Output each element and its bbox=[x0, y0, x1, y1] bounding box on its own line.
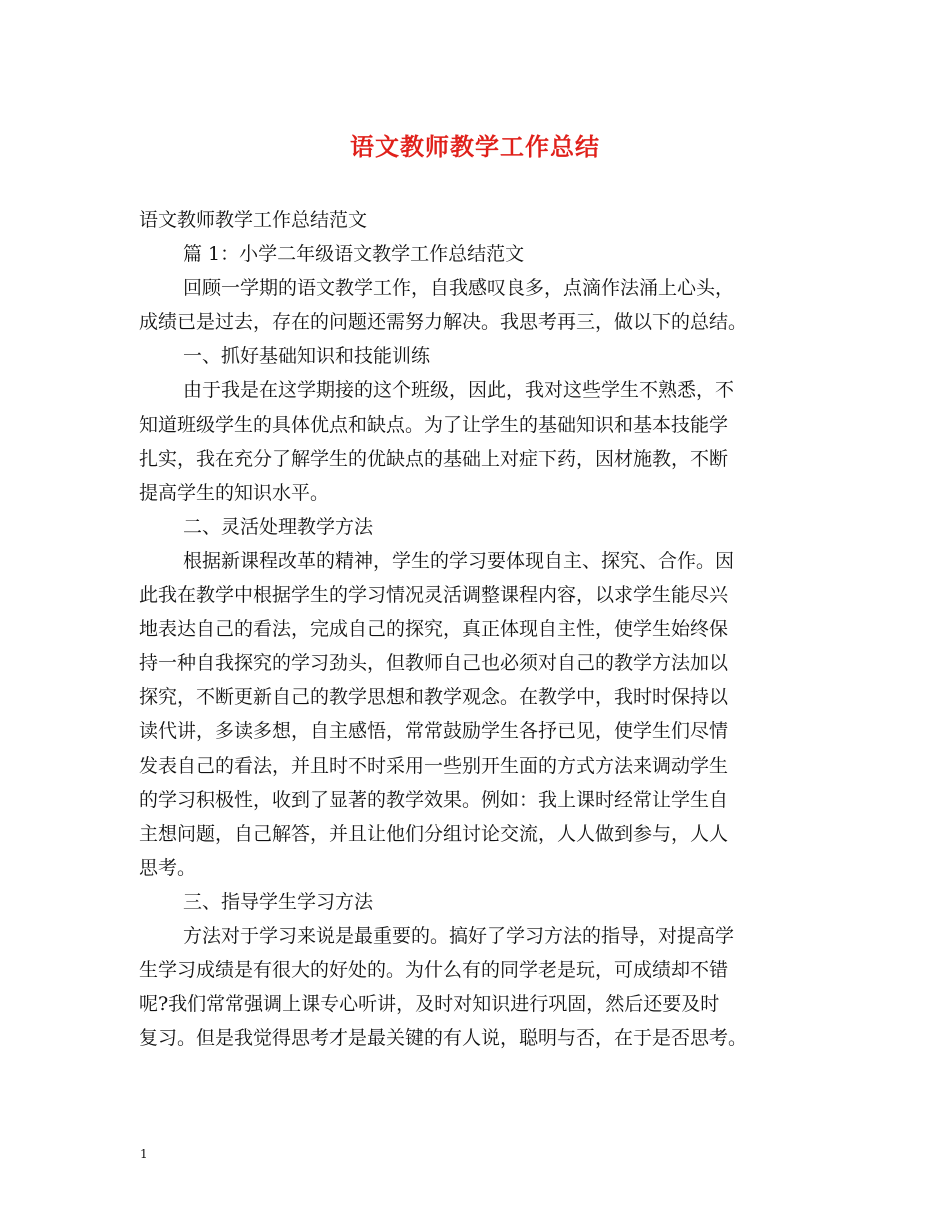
text-line: 地表达自己的看法，完成自己的探究，真正体现自主性，使学生始终保 bbox=[139, 618, 729, 641]
text-line: 扎实，我在充分了解学生的优缺点的基础上对症下药，因材施教，不断 bbox=[139, 447, 729, 470]
text-line: 一、抓好基础知识和技能训练 bbox=[183, 345, 431, 368]
text-line: 生学习成绩是有很大的好处的。为什么有的同学老是玩，可成绩却不错 bbox=[139, 959, 729, 982]
text-line: 此我在教学中根据学生的学习情况灵活调整课程内容，以求学生能尽兴 bbox=[139, 584, 729, 607]
text-line: 三、指导学生学习方法 bbox=[183, 890, 374, 913]
text-line: 知道班级学生的具体优点和缺点。为了让学生的基础知识和基本技能学 bbox=[139, 413, 729, 436]
text-line: 的学习积极性，收到了显著的教学效果。例如：我上课时经常让学生自 bbox=[139, 788, 729, 811]
page-number: 1 bbox=[140, 1147, 148, 1161]
text-line: 复习。但是我觉得思考才是最关键的有人说，聪明与否，在于是否思考。 bbox=[139, 1027, 748, 1050]
text-line: 主想问题，自己解答，并且让他们分组讨论交流，人人做到参与，人人 bbox=[139, 822, 729, 845]
text-line: 持一种自我探究的学习劲头，但教师自己也必须对自己的教学方法加以 bbox=[139, 652, 729, 675]
text-line: 探究，不断更新自己的教学思想和教学观念。在教学中，我时时保持以 bbox=[139, 686, 729, 709]
text-line: 语文教师教学工作总结范文 bbox=[139, 209, 368, 231]
document-body bbox=[139, 203, 815, 1055]
text-line: 由于我是在这学期接的这个班级，因此，我对这些学生不熟悉，不 bbox=[183, 379, 735, 402]
text-line: 提高学生的知识水平。 bbox=[139, 481, 330, 504]
text-line: 成绩已是过去，存在的问题还需努力解决。我思考再三，做以下的总结。 bbox=[139, 311, 748, 334]
document-title: 语文教师教学工作总结 bbox=[350, 132, 600, 161]
text-line: 读代讲，多读多想，自主感悟，常常鼓励学生各抒已见，使学生们尽情 bbox=[139, 720, 729, 743]
text-line: 根据新课程改革的精神，学生的学习要体现自主、探究、合作。因 bbox=[183, 549, 735, 572]
text-line: 二、灵活处理教学方法 bbox=[183, 515, 374, 538]
text-line: 呢?我们常常强调上课专心听讲，及时对知识进行巩固，然后还要及时 bbox=[139, 993, 720, 1016]
text-line: 回顾一学期的语文教学工作，自我感叹良多，点滴作法涌上心头， bbox=[183, 277, 735, 300]
text-line: 方法对于学习来说是最重要的。搞好了学习方法的指导，对提高学 bbox=[183, 924, 735, 947]
text-line: 思考。 bbox=[139, 856, 197, 879]
text-line: 篇 1：小学二年级语文教学工作总结范文 bbox=[183, 243, 525, 266]
text-line: 发表自己的看法，并且时不时采用一些别开生面的方式方法来调动学生 bbox=[139, 754, 729, 777]
